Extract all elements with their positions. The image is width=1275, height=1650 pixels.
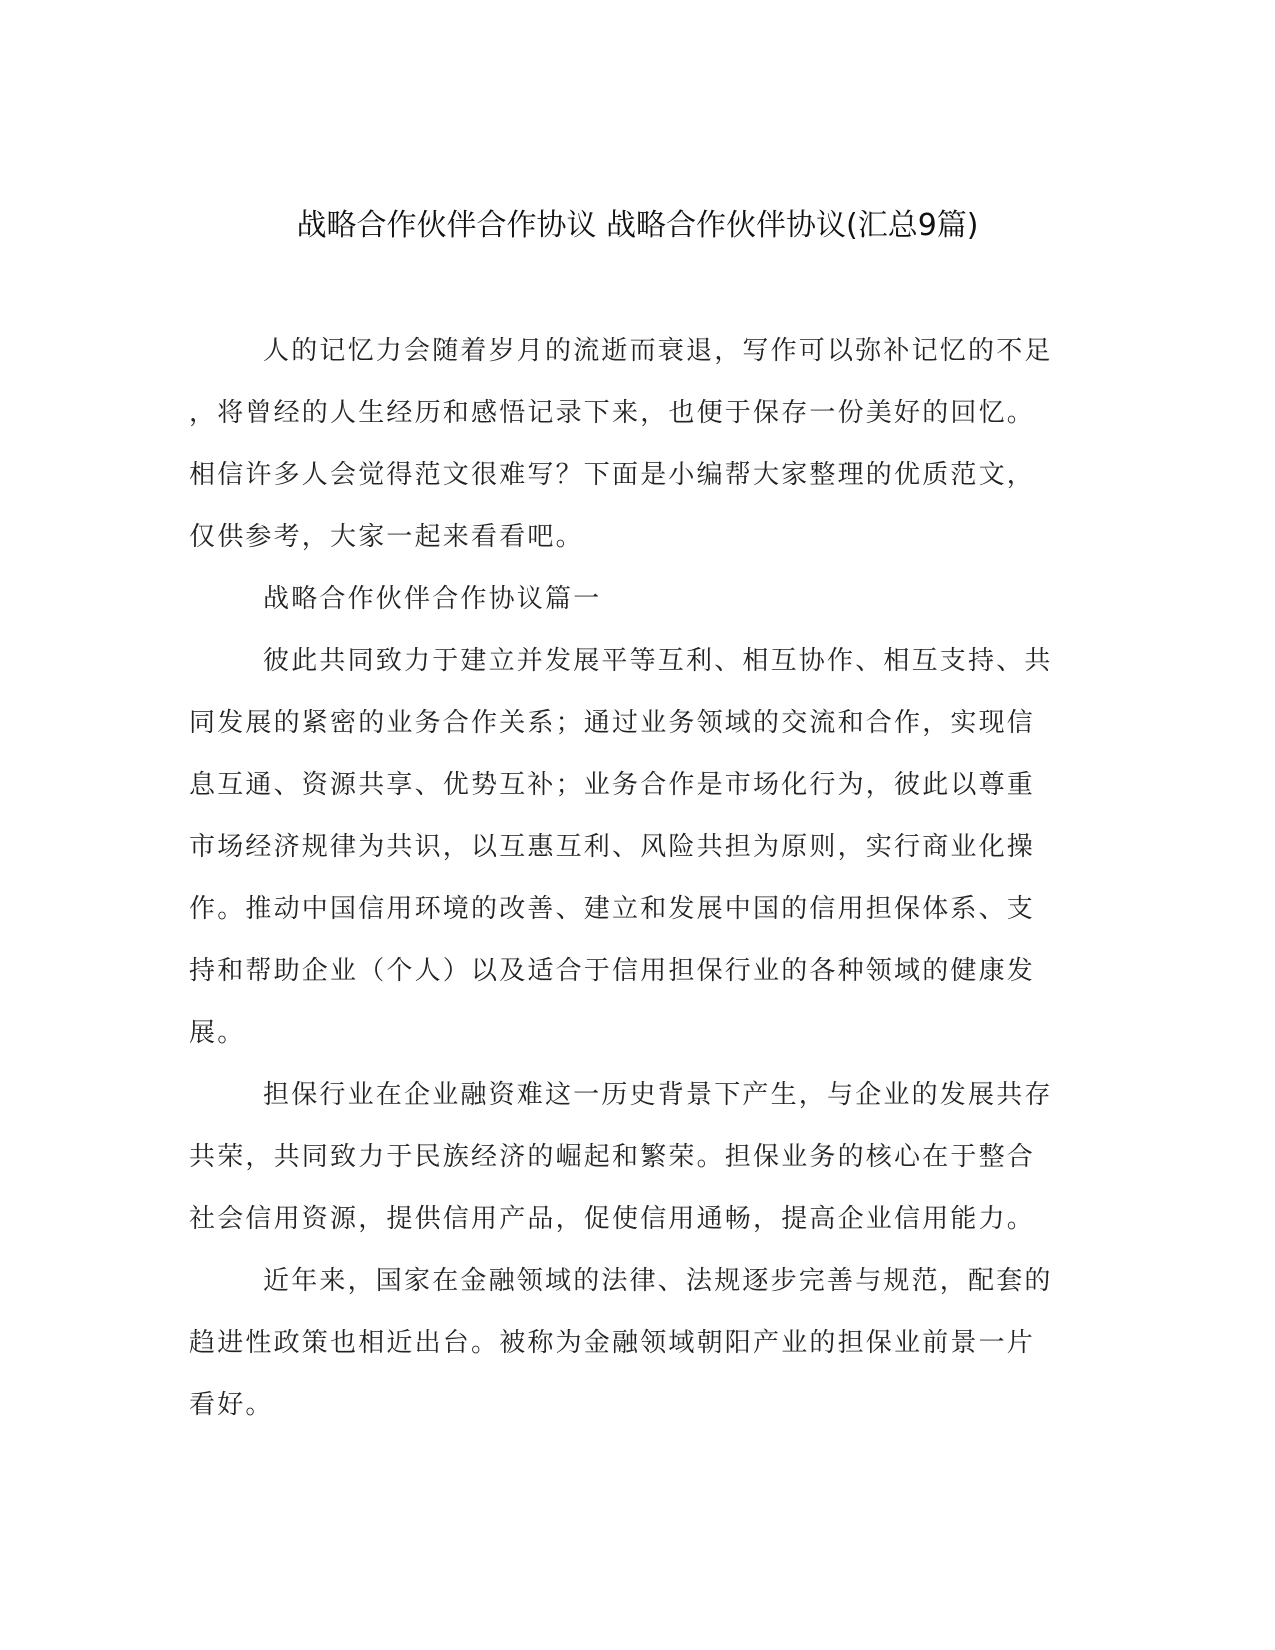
paragraph-line: 社会信用资源，提供信用产品，促使信用通畅，提高企业信用能力。 xyxy=(189,1204,1036,1234)
paragraph-line: 趋进性政策也相近出台。被称为金融领域朝阳产业的担保业前景一片 xyxy=(189,1328,1036,1358)
paragraph-line: 持和帮助企业（个人）以及适合于信用担保行业的各种领域的健康发 xyxy=(189,956,1036,986)
paragraph-line: 共荣，共同致力于民族经济的崛起和繁荣。担保业务的核心在于整合 xyxy=(189,1142,1036,1172)
paragraph-line: 人的记忆力会随着岁月的流逝而衰退，写作可以弥补记忆的不足 xyxy=(263,336,1053,366)
paragraph-line: 展。 xyxy=(189,1018,246,1048)
section-heading: 战略合作伙伴合作协议篇一 xyxy=(263,584,602,614)
document-title: 战略合作伙伴合作协议 战略合作伙伴协议(汇总9篇) xyxy=(296,208,979,243)
paragraph-line: 近年来，国家在金融领域的法律、法规逐步完善与规范，配套的 xyxy=(263,1266,1053,1296)
paragraph-line: 仅供参考，大家一起来看看吧。 xyxy=(189,522,584,552)
paragraph-line: 同发展的紧密的业务合作关系；通过业务领域的交流和合作，实现信 xyxy=(189,708,1036,738)
paragraph-line: 看好。 xyxy=(189,1390,274,1420)
paragraph-line: 彼此共同致力于建立并发展平等互利、相互协作、相互支持、共 xyxy=(263,646,1053,676)
paragraph-line: ，将曾经的人生经历和感悟记录下来，也便于保存一份美好的回忆。 xyxy=(189,398,1036,428)
paragraph-line: 市场经济规律为共识，以互惠互利、风险共担为原则，实行商业化操 xyxy=(189,832,1036,862)
paragraph-line: 担保行业在企业融资难这一历史背景下产生，与企业的发展共存 xyxy=(263,1080,1053,1110)
paragraph-line: 相信许多人会觉得范文很难写？下面是小编帮大家整理的优质范文， xyxy=(189,460,1036,490)
paragraph-line: 作。推动中国信用环境的改善、建立和发展中国的信用担保体系、支 xyxy=(189,894,1036,924)
document-body xyxy=(189,320,1089,1436)
paragraph-line: 息互通、资源共享、优势互补；业务合作是市场化行为，彼此以尊重 xyxy=(189,770,1036,800)
